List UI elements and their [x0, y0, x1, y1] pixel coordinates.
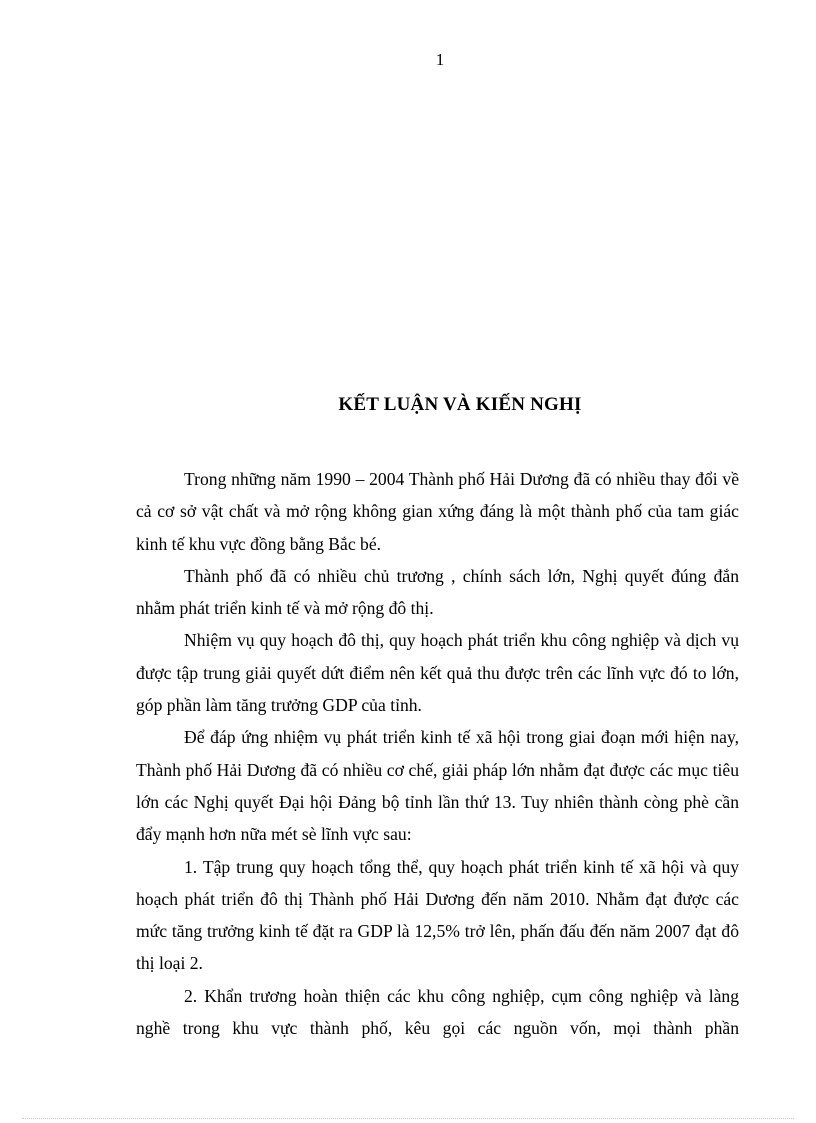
paragraph-development: Để đáp ứng nhiệm vụ phát triển kinh tế xã hội trong giai đoạn mới hiện nay, Thành phố Hải Dương đã có nhiều cơ chế, giải pháp lớn nhằm đạt được các mục tiêu lớn các Nghị quyết Đại hội Đảng bộ tỉnh lần thứ 13. Tuy nhiên thành còng phè cần đẩy mạnh hơn nữa mét sè lĩnh vực sau: [136, 727, 739, 845]
page-title: KẾT LUẬN VÀ KIẾN NGHỊ [338, 394, 582, 415]
paragraph-item-2: 2. Khẩn trương hoàn thiện các khu công nghiệp, cụm công nghiệp và làng nghề trong khu vực thành phố, kêu gọi các nguồn vốn, mọi thành phần [136, 985, 739, 1039]
paragraph-policies: Thành phố đã có nhiều chủ trương , chính sách lớn, Nghị quyết đúng đắn nhằm phát triển kinh tế và mở rộng đô thị. [136, 565, 739, 619]
document-body [136, 463, 739, 1044]
paragraph-item-1: 1. Tập trung quy hoạch tổng thể, quy hoạch phát triển kinh tế xã hội và quy hoạch phát triển đô thị Thành phố Hải Dương đến năm 2010. Nhằm đạt được các mức tăng trưởng kinh tế đặt ra GDP là 12,5% trở lên, phấn đấu đến năm 2007 đạt đô thị loại 2. [136, 856, 739, 974]
paragraph-intro: Trong những năm 1990 – 2004 Thành phố Hải Dương đã có nhiều thay đổi về cả cơ sở vật chất và mở rộng không gian xứng đáng là một thành phố của tam giác kinh tế khu vực đồng bằng Bắc bé. [136, 469, 739, 554]
page-number: 1 [435, 50, 445, 69]
page-bottom-divider [22, 1118, 794, 1119]
paragraph-planning: Nhiệm vụ quy hoạch đô thị, quy hoạch phát triển khu công nghiệp và dịch vụ được tập trung giải quyết dứt điểm nên kết quả thu được trên các lĩnh vực đó to lớn, góp phần làm tăng trưởng GDP của tỉnh. [136, 630, 739, 716]
